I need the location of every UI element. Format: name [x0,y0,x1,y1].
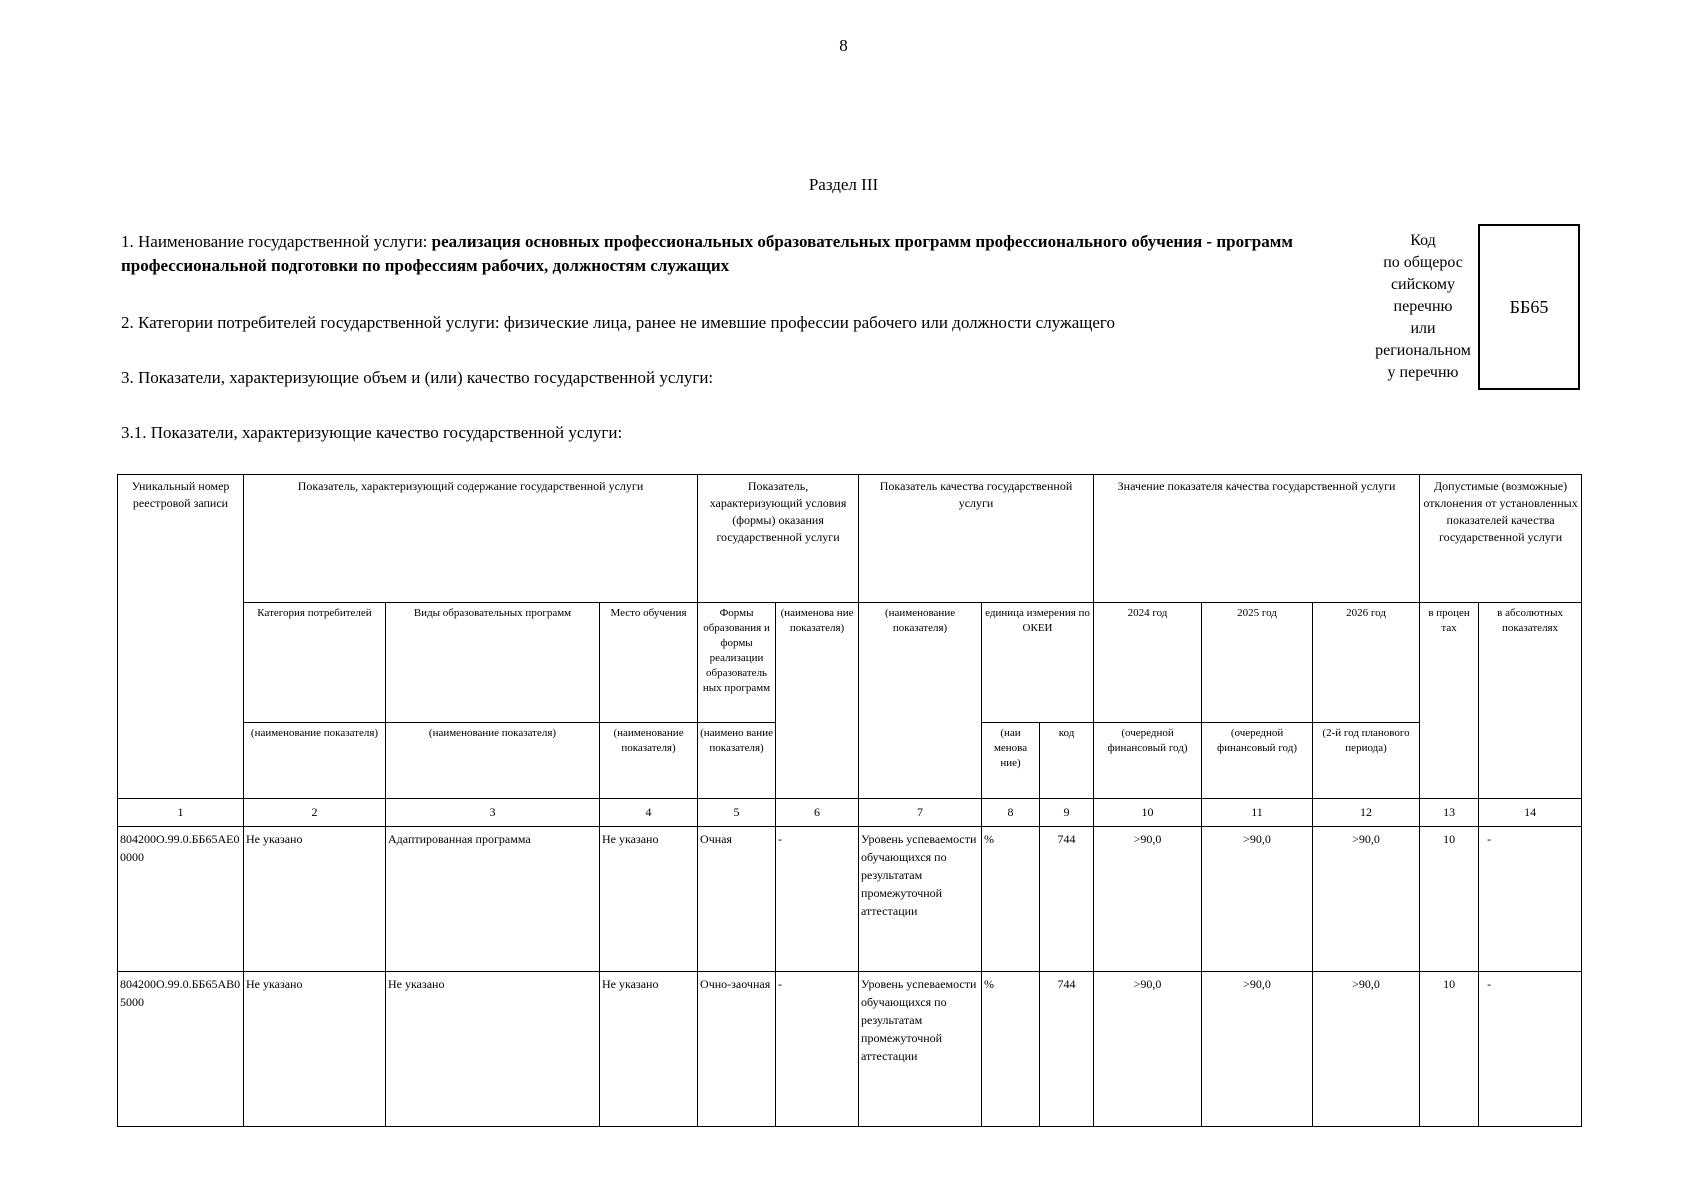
code-label-line: у перечню [1387,364,1459,381]
header-sub-4: (наименование показателя) [600,723,698,799]
column-number: 8 [982,799,1040,827]
column-number: 4 [600,799,698,827]
column-numbers-row [118,799,1582,827]
header-okei-unit: единица измерения по ОКЕИ [982,603,1094,723]
header-sub-11: (очередной финансовый год) [1202,723,1313,799]
header-sub-2: (наименование показателя) [244,723,386,799]
code-label-line: региональном [1375,342,1471,359]
deviation-percent: 10 [1420,827,1479,972]
section-title: Раздел III [808,175,879,194]
header-consumer-category: Категория потребителей [244,603,386,723]
indicator-6: - [776,972,859,1127]
quality-indicator-name: Уровень успеваемости обучающихся по результатам промежуточной аттестации [859,972,982,1127]
program-type: Адаптированная программа [386,827,600,972]
program-type: Не указано [386,972,600,1127]
service-name-paragraph [121,230,1361,278]
value-2025: >90,0 [1202,972,1313,1127]
deviation-absolute: - [1479,972,1582,1127]
unit-name: % [982,972,1040,1127]
registry-code-box: ББ65 [1478,224,1580,390]
code-label-line: перечню [1393,298,1453,315]
value-2025: >90,0 [1202,827,1313,972]
deviation-percent: 10 [1420,972,1479,1127]
quality-indicators-table [117,474,1582,1127]
registry-number: 804200О.99.0.ББ65АЕ00000 [118,827,244,972]
study-place: Не указано [600,972,698,1127]
registry-number: 804200О.99.0.ББ65АВ05000 [118,972,244,1127]
value-2024: >90,0 [1094,827,1202,972]
study-place: Не указано [600,827,698,972]
column-number: 2 [244,799,386,827]
service-name: реализация основных профессиональных образовательных программ профессионального обучения - программ профессиональной подготовки по профессиям рабочих, должностям служащих [121,232,1293,275]
code-label-line: по общерос [1383,254,1463,271]
code-label-line: или [1410,320,1436,337]
column-number: 3 [386,799,600,827]
header-registry-number: Уникальный номер реестровой записи [118,475,244,799]
indicators-heading: 3. Показатели, характеризующие объем и (или) качество государственной услуги: [121,368,714,387]
header-allowed-deviations: Допустимые (возможные) отклонения от установленных показателей качества государственной услуги [1420,475,1582,603]
header-sub-9: код [1040,723,1094,799]
registry-code-label [1363,230,1483,384]
code-label-line: сийскому [1390,276,1456,293]
quality-indicators-heading: 3.1. Показатели, характеризующие качество государственной услуги: [121,423,623,442]
header-service-content: Показатель, характеризующий содержание государственной услуги [244,475,698,603]
consumer-category: Не указано [244,827,386,972]
unit-code: 744 [1040,827,1094,972]
table-row [118,972,1582,1127]
header-study-place: Место обучения [600,603,698,723]
header-indicator-name-6: (наименова ние показателя) [776,603,859,799]
code-label-line: Код [1410,232,1436,249]
table-row [118,827,1582,972]
unit-name: % [982,827,1040,972]
header-program-types: Виды образовательных программ [386,603,600,723]
header-sub-5: (наимено вание показателя) [698,723,776,799]
header-sub-12: (2-й год планового периода) [1313,723,1420,799]
header-in-percent: в процен тах [1420,603,1479,799]
header-year-2026: 2026 год [1313,603,1420,723]
education-form: Очная [698,827,776,972]
indicator-6: - [776,827,859,972]
column-number: 7 [859,799,982,827]
value-2026: >90,0 [1313,827,1420,972]
header-indicator-name-7: (наименование показателя) [859,603,982,799]
column-number: 14 [1479,799,1582,827]
column-number: 10 [1094,799,1202,827]
header-service-conditions: Показатель, характеризующий условия (формы) оказания государственной услуги [698,475,859,603]
education-form: Очно-заочная [698,972,776,1127]
page-number: 8 [839,36,848,55]
consumer-categories: 2. Категории потребителей государственной услуги: физические лица, ранее не имевшие профессии рабочего или должности служащего [121,313,1115,332]
header-sub-10: (очередной финансовый год) [1094,723,1202,799]
column-number: 9 [1040,799,1094,827]
service-name-label: 1. Наименование государственной услуги: [121,232,432,251]
column-number: 5 [698,799,776,827]
header-education-forms: Формы образования и формы реализации образователь ных программ [698,603,776,723]
header-year-2025: 2025 год [1202,603,1313,723]
header-sub-3: (наименование показателя) [386,723,600,799]
value-2024: >90,0 [1094,972,1202,1127]
header-quality-indicator: Показатель качества государственной услуги [859,475,1094,603]
unit-code: 744 [1040,972,1094,1127]
header-quality-values: Значение показателя качества государственной услуги [1094,475,1420,603]
column-number: 13 [1420,799,1479,827]
column-number: 1 [118,799,244,827]
deviation-absolute: - [1479,827,1582,972]
column-number: 6 [776,799,859,827]
consumer-category: Не указано [244,972,386,1127]
header-sub-8: (наи менова ние) [982,723,1040,799]
header-absolute: в абсолютных показателях [1479,603,1582,799]
quality-indicator-name: Уровень успеваемости обучающихся по результатам промежуточной аттестации [859,827,982,972]
column-number: 11 [1202,799,1313,827]
value-2026: >90,0 [1313,972,1420,1127]
header-year-2024: 2024 год [1094,603,1202,723]
column-number: 12 [1313,799,1420,827]
